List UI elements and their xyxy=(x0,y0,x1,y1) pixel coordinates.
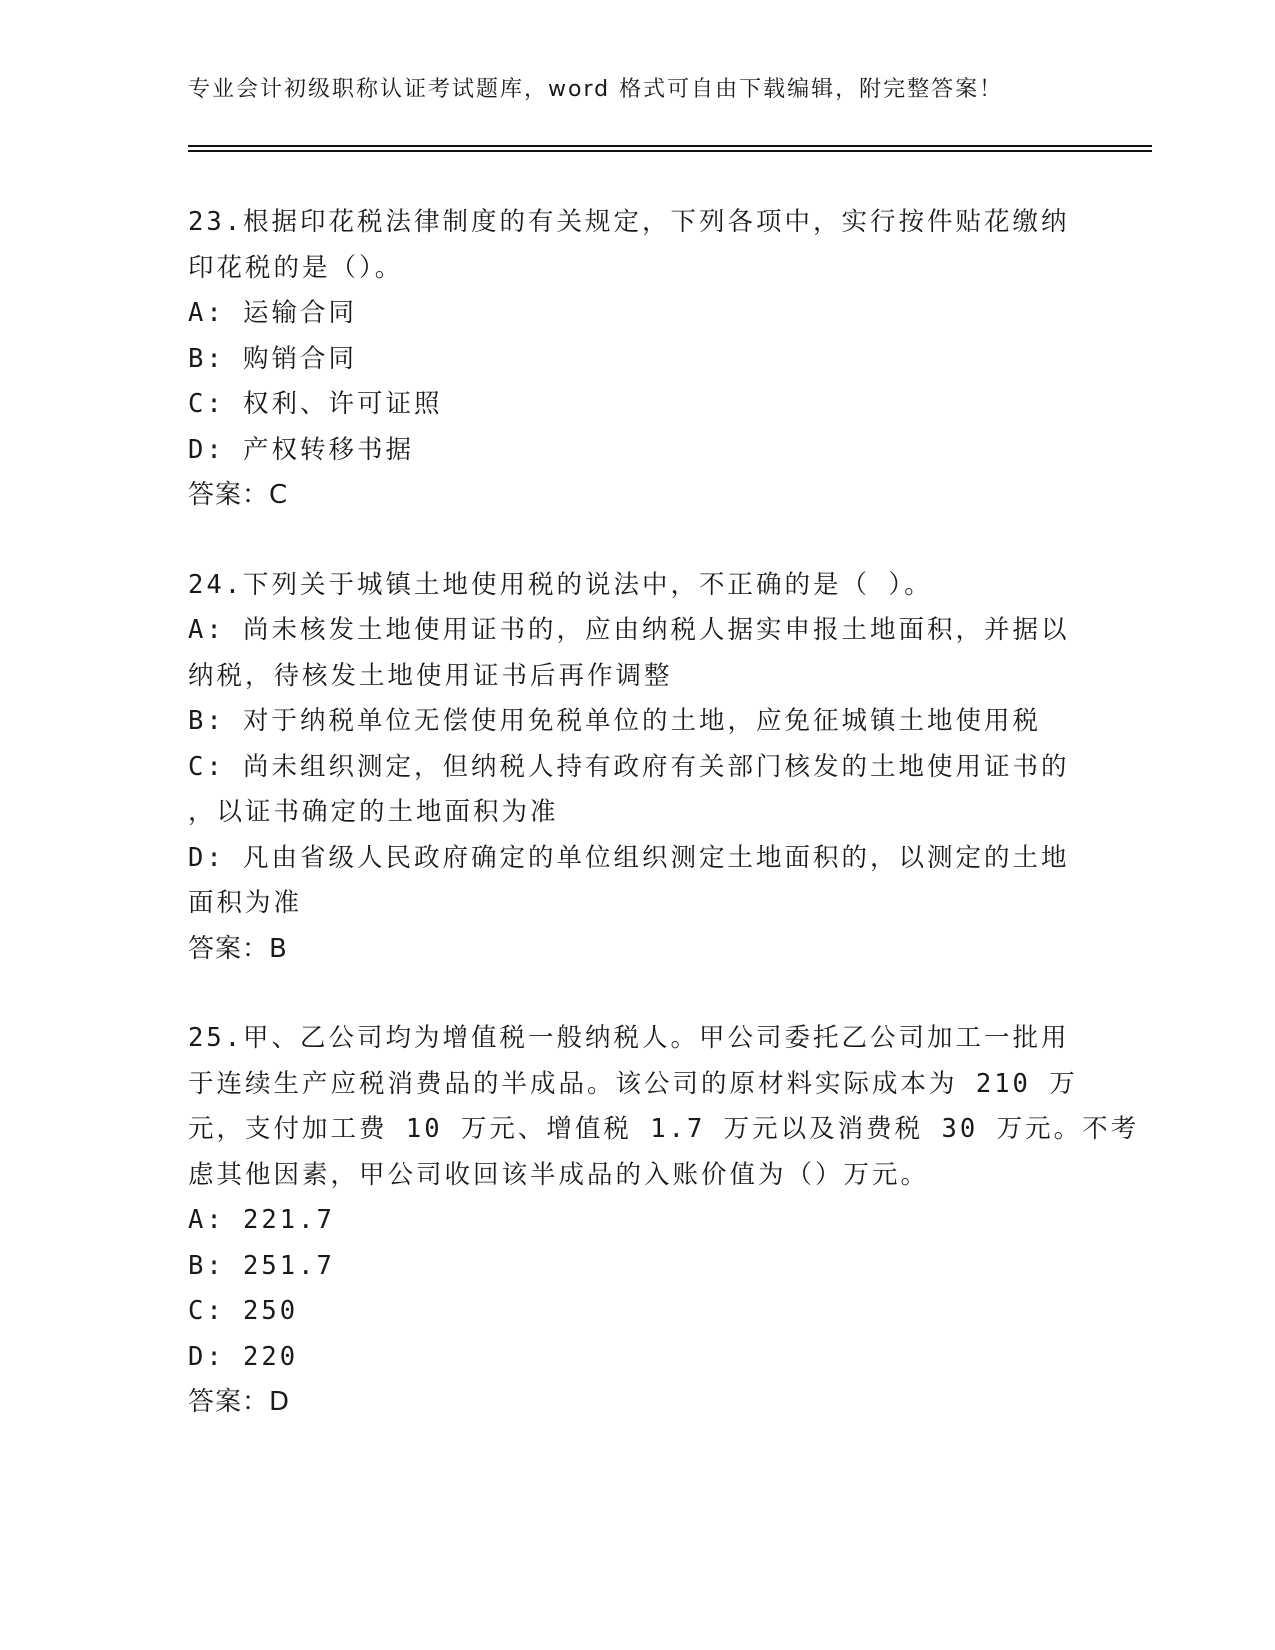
option-a: A: 运输合同 xyxy=(188,298,358,328)
question-stem-line: 印花税的是（）。 xyxy=(188,252,404,283)
question-stem-line: 25.甲、乙公司均为增值税一般纳税人。甲公司委托乙公司加工一批用 xyxy=(188,1023,1070,1053)
question-list xyxy=(188,200,1140,1470)
question-stem-line: 虑其他因素，甲公司收回该半成品的入账价值为（）万元。 xyxy=(188,1159,930,1190)
question-stem-line: 23.根据印花税法律制度的有关规定，下列各项中，实行按件贴花缴纳 xyxy=(188,207,1070,237)
option-d: D: 220 xyxy=(188,1341,299,1372)
header-divider xyxy=(188,145,1152,147)
option-c: C: 尚未组织测定，但纳税人持有政府有关部门核发的土地使用证书的 xyxy=(188,751,1070,782)
option-c-continued: ，以证书确定的土地面积为准 xyxy=(188,797,559,827)
question-24 xyxy=(188,563,1088,973)
question-25 xyxy=(188,1016,1140,1426)
question-stem-line: 元，支付加工费 10 万元、增值税 1.7 万元以及消费税 30 万元。不考 xyxy=(188,1114,1140,1144)
option-b: B: 对于纳税单位无偿使用免税单位的土地，应免征城镇土地使用税 xyxy=(188,706,1042,736)
option-d-continued: 面积为准 xyxy=(188,888,303,918)
question-stem-line: 24.下列关于城镇土地使用税的说法中，不正确的是（ ）。 xyxy=(188,569,933,600)
option-c: C: 250 xyxy=(188,1296,299,1326)
option-a-continued: 纳税，待核发土地使用证书后再作调整 xyxy=(188,660,673,691)
answer-label: 答案：B xyxy=(188,933,288,964)
option-b: B: 购销合同 xyxy=(188,343,358,374)
answer-label: 答案：D xyxy=(188,1387,291,1417)
option-a: A: 尚未核发土地使用证书的，应由纳税人据实申报土地面积，并据以 xyxy=(188,615,1070,645)
option-b: B: 251.7 xyxy=(188,1250,335,1281)
option-d: D: 凡由省级人民政府确定的单位组织测定土地面积的，以测定的土地 xyxy=(188,842,1070,873)
question-23 xyxy=(188,200,1088,519)
answer-label: 答案：C xyxy=(188,480,289,510)
page-header: 专业会计初级职称认证考试题库，word 格式可自由下载编辑，附完整答案！ xyxy=(188,77,1004,102)
question-stem-line: 于连续生产应税消费品的半成品。该公司的原材料实际成本为 210 万 xyxy=(188,1068,1078,1099)
option-a: A: 221.7 xyxy=(188,1205,335,1235)
option-d: D: 产权转移书据 xyxy=(188,434,415,465)
option-c: C: 权利、许可证照 xyxy=(188,389,443,419)
